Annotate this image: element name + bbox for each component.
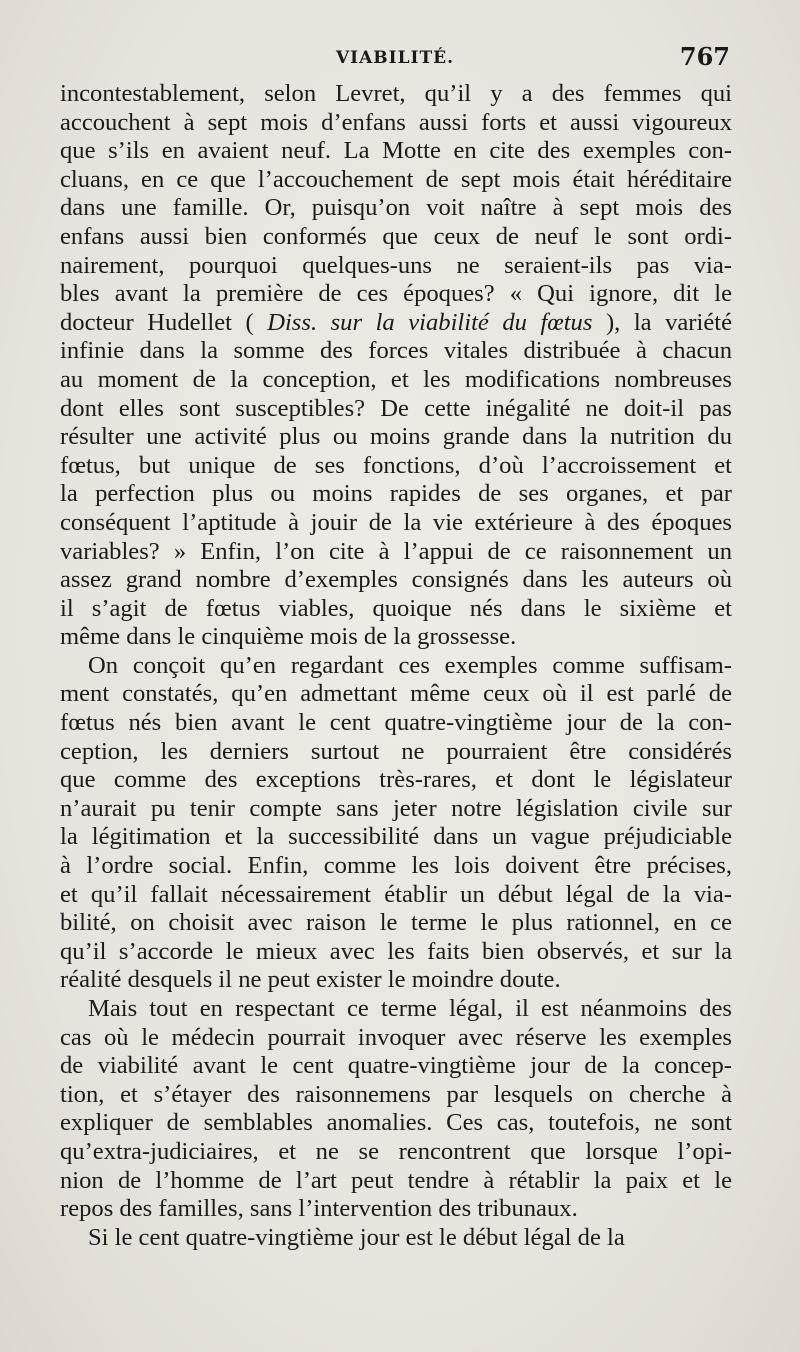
text-line: expliquer de semblables anomalies. Ces cas, toutefois, ne sont — [60, 1109, 732, 1137]
text-line: n’aurait pu tenir compte sans jeter notre législation civile sur — [60, 794, 732, 822]
paragraph — [60, 1224, 732, 1253]
running-title: VIABILITÉ. — [335, 48, 455, 68]
text-line: même dans le cinquième mois de la grossesse. — [60, 623, 517, 651]
text-line: conséquent l’aptitude à jouir de la vie extérieure à des époques — [60, 508, 732, 536]
text-line: que s’ils en avaient neuf. La Motte en cite des exemples con- — [60, 137, 732, 165]
text-line: bles avant la première de ces époques? « Qui ignore, dit le — [60, 280, 732, 308]
paragraph — [60, 995, 732, 1224]
text-line: variables? » Enfin, l’on cite à l’appui de ce raisonnement un — [60, 537, 732, 565]
text-line: On conçoit qu’en regardant ces exemples comme suffisam- — [88, 651, 732, 679]
page-header — [60, 40, 730, 80]
body-text — [60, 80, 732, 1252]
text-line: dont elles sont susceptibles? De cette inégalité ne doit-il pas — [60, 394, 732, 422]
text-line: il s’agit de fœtus viables, quoique nés dans le sixième et — [60, 594, 732, 622]
text-line: nion de l’homme de l’art peut tendre à rétablir la paix et le — [60, 1166, 732, 1194]
text-line: dans une famille. Or, puisqu’on voit naître à sept mois des — [60, 194, 732, 222]
text-line: fœtus, but unique de ses fonctions, d’où l’accroissement et — [60, 451, 732, 479]
text-line: incontestablement, selon Levret, qu’il y a des femmes qui — [60, 80, 732, 107]
text-line: la légitimation et la successibilité dans un vague préjudiciable — [60, 823, 732, 851]
text-line: à l’ordre social. Enfin, comme les lois doivent être précises, — [60, 852, 732, 880]
text-line: assez grand nombre d’exemples consignés dans les auteurs où — [60, 566, 732, 594]
text-line: que comme des exceptions très-rares, et dont le législateur — [60, 766, 732, 794]
text-line: tion, et s’étayer des raisonnemens par lesquels on cherche à — [60, 1080, 732, 1108]
text-line: et qu’il fallait nécessairement établir un début légal de la via- — [60, 880, 732, 908]
text-line: accouchent à sept mois d’enfans aussi forts et aussi vigoureux — [60, 108, 732, 136]
text-line: qu’il s’accorde le mieux avec les faits bien observés, et sur la — [60, 937, 732, 965]
text-line: cas où le médecin pourrait invoquer avec réserve les exemples — [60, 1023, 732, 1051]
text-line: enfans aussi bien conformés que ceux de neuf le sont ordi- — [60, 222, 732, 250]
text-line: repos des familles, sans l’intervention des tribunaux. — [60, 1195, 578, 1223]
text-line: fœtus nés bien avant le cent quatre-vingtième jour de la con- — [60, 709, 732, 737]
text-line: ception, les derniers surtout ne pourraient être considérés — [60, 737, 732, 765]
text-line: bilité, on choisit avec raison le terme le plus rationnel, en ce — [60, 909, 732, 937]
text-line: nairement, pourquoi quelques-uns ne seraient-ils pas via- — [60, 251, 732, 279]
text-line: réalité desquels il ne peut exister le moindre doute. — [60, 966, 561, 994]
text-line: résulter une activité plus ou moins grande dans la nutrition du — [60, 423, 732, 451]
paragraph — [60, 80, 732, 652]
text-line: la perfection plus ou moins rapides de ses organes, et par — [60, 480, 732, 508]
text-line: docteur Hudellet ( Diss. sur la viabilité du fœtus ), la variété — [60, 308, 732, 336]
page-number: 767 — [679, 42, 730, 71]
text-line: ment constatés, qu’en admettant même ceux où il est parlé de — [60, 680, 732, 708]
text-line: de viabilité avant le cent quatre-vingtième jour de la concep- — [60, 1052, 732, 1080]
text-line: Si le cent quatre-vingtième jour est le début légal de la — [88, 1223, 625, 1251]
text-line: au moment de la conception, et les modifications nombreuses — [60, 365, 732, 393]
text-line: qu’extra-judiciaires, et ne se rencontrent que lorsque l’opi- — [60, 1137, 732, 1165]
text-line: cluans, en ce que l’accouchement de sept mois était héréditaire — [60, 165, 732, 193]
text-line: infinie dans la somme des forces vitales distribuée à chacun — [60, 337, 732, 365]
paragraph — [60, 652, 732, 995]
text-line: Mais tout en respectant ce terme légal, il est néanmoins des — [88, 995, 732, 1022]
